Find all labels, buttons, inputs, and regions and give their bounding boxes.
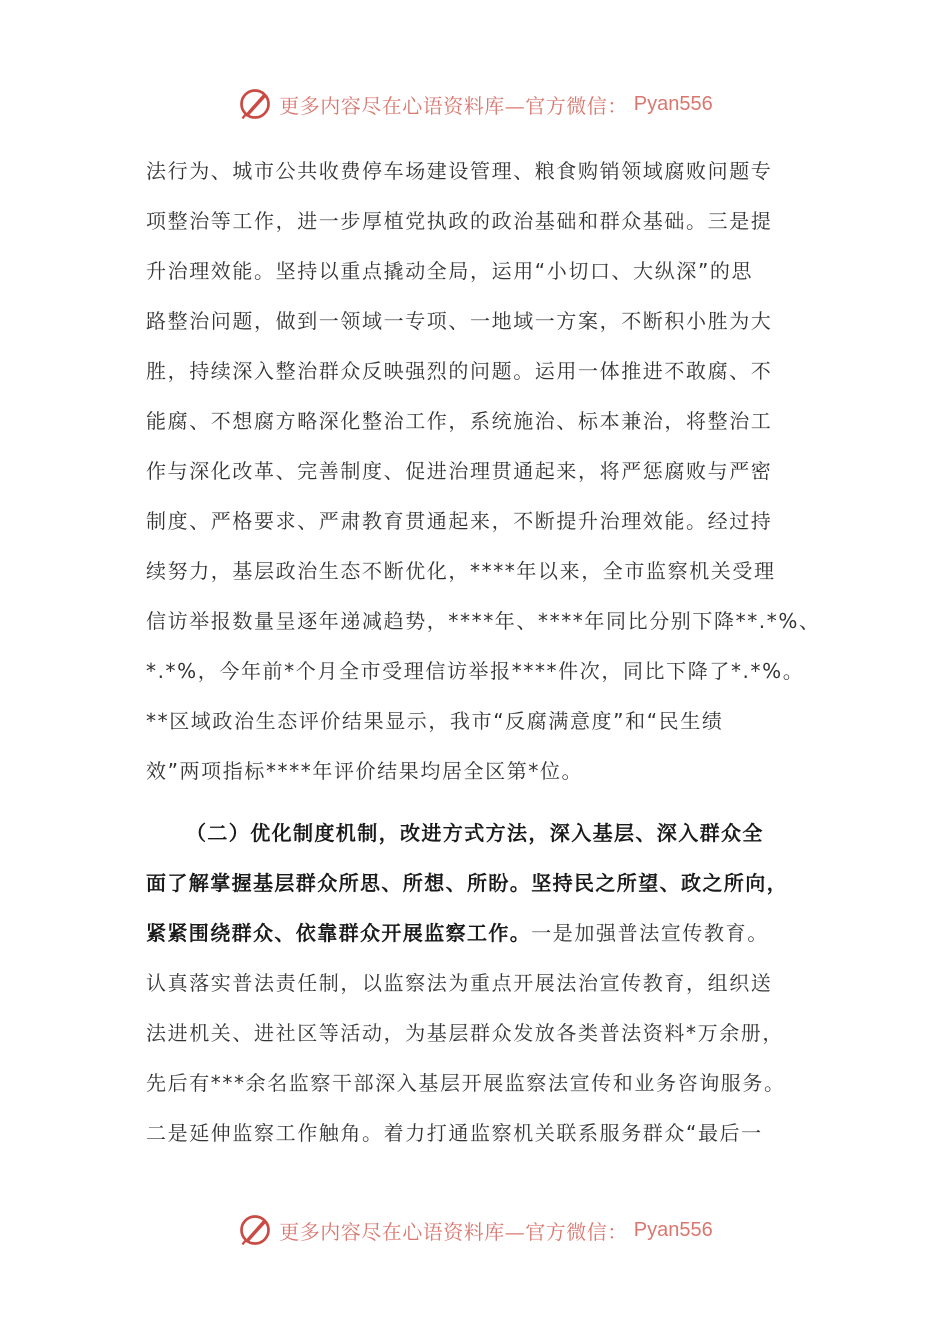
watermark-text: 更多内容尽在心语资料库—官方微信： — [279, 1219, 628, 1244]
text-line: 法进机关、进社区等活动，为基层群众发放各类普法资料*万余册， — [146, 1021, 784, 1045]
text-line: 路整治问题，做到一领域一专项、一地域一方案，不断积小胜为大 — [146, 309, 773, 333]
text-line: 认真落实普法责任制，以监察法为重点开展法治宣传教育，组织送 — [146, 971, 773, 995]
text-line: 信访举报数量呈逐年递减趋势，****年、****年同比分别下降**.*%、 — [146, 609, 821, 633]
text-line: **区域政治生态评价结果显示，我市“反腐满意度”和“民生绩 — [146, 709, 724, 733]
watermark-wechat-id: Pyan556 — [633, 92, 713, 115]
watermark-wechat-id: Pyan556 — [633, 1218, 713, 1241]
quill-logo-icon — [237, 1212, 273, 1248]
mixed-line — [146, 912, 806, 962]
section-heading-tail: 紧紧围绕群众、依靠群众开展监察工作。 — [146, 921, 532, 945]
text-line: *.*%，今年前*个月全市受理信访举报****件次，同比下降了*.*%。 — [146, 659, 805, 683]
watermark-text: 更多内容尽在心语资料库—官方微信： — [279, 93, 628, 118]
text-segment: 一是加强普法宣传教育。 — [531, 921, 769, 945]
text-line: 能腐、不想腐方略深化整治工作，系统施治、标本兼治，将整治工 — [146, 409, 773, 433]
section-heading-line: 面了解掌握基层群众所思、所想、所盼。坚持民之所望、政之所向， — [146, 871, 788, 895]
text-line: 续努力，基层政治生态不断优化，****年以来，全市监察机关受理 — [146, 559, 776, 583]
paragraph-1 — [146, 150, 821, 800]
text-line: 效”两项指标****年评价结果均居全区第*位。 — [146, 759, 584, 783]
quill-logo-icon — [237, 86, 273, 122]
text-line: 二是延伸监察工作触角。着力打通监察机关联系服务群众“最后一 — [146, 1121, 763, 1145]
text-line: 作与深化改革、完善制度、促进治理贯通起来，将严惩腐败与严密 — [146, 459, 773, 483]
text-line: 先后有***余名监察干部深入基层开展监察法宣传和业务咨询服务。 — [146, 1071, 786, 1095]
section-heading-line: （二）优化制度机制，改进方式方法，深入基层、深入群众全 — [186, 821, 764, 845]
paragraph-2 — [146, 812, 806, 1162]
text-line: 制度、严格要求、严肃教育贯通起来，不断提升治理效能。经过持 — [146, 509, 773, 533]
text-line: 项整治等工作，进一步厚植党执政的政治基础和群众基础。三是提 — [146, 209, 773, 233]
text-line: 升治理效能。坚持以重点撬动全局，运用“小切口、大纵深”的思 — [146, 259, 754, 283]
text-line: 法行为、城市公共收费停车场建设管理、粮食购销领域腐败问题专 — [146, 159, 773, 183]
footer-watermark — [0, 1210, 950, 1250]
header-watermark — [0, 84, 950, 124]
document-body — [146, 150, 821, 1162]
text-line: 胜，持续深入整治群众反映强烈的问题。运用一体推进不敢腐、不 — [146, 359, 773, 383]
